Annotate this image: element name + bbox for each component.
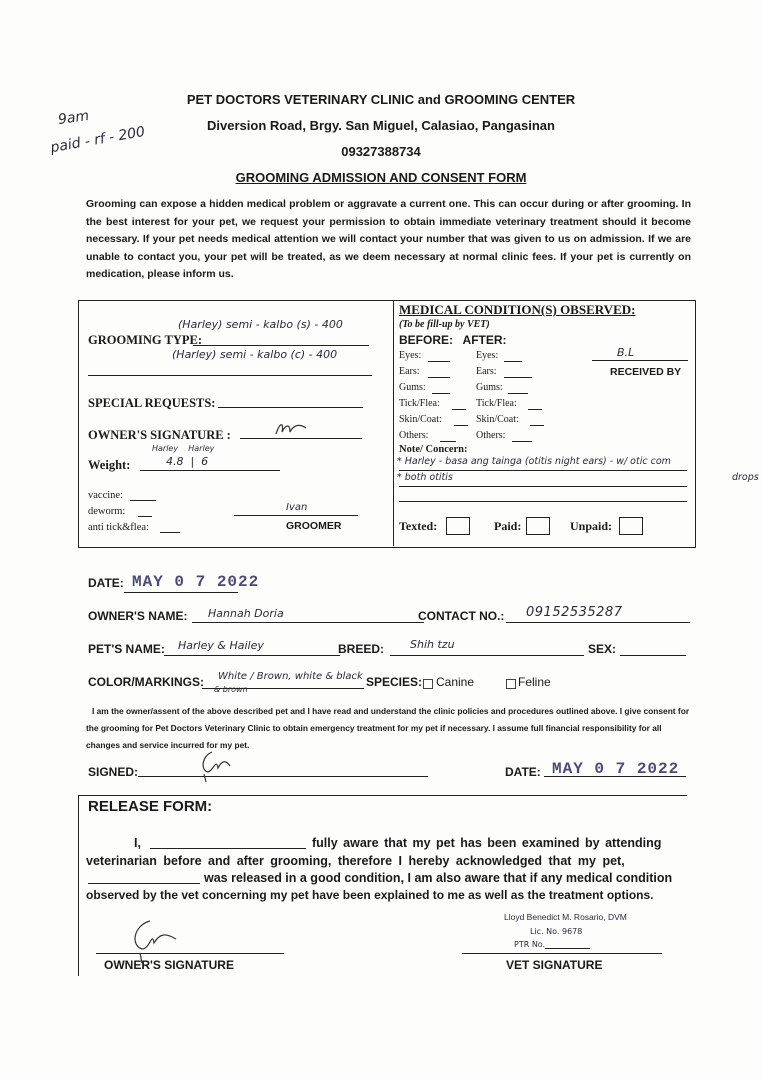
grooming-type-label: GROOMING TYPE:: [88, 333, 203, 347]
texted-checkbox[interactable]: [446, 517, 470, 535]
owner-name-label: OWNER'S NAME:: [88, 609, 188, 623]
release-line2: veterinarian before and after grooming, therefore I hereby acknowledged that my pet,: [86, 854, 625, 868]
signed-date-label: DATE:: [505, 765, 541, 779]
owner-signature-release-label: OWNER'S SIGNATURE: [104, 958, 234, 972]
species-label: SPECIES:: [366, 675, 423, 689]
release-line1-start: I,: [134, 836, 141, 850]
sex-label: SEX:: [588, 642, 617, 656]
pet-name-value: Harley & Hailey: [178, 639, 264, 652]
special-requests-label: SPECIAL REQUESTS:: [88, 396, 216, 410]
owner-name-value: Hannah Doria: [208, 607, 284, 620]
feline-label: Feline: [518, 675, 551, 689]
handwritten-note-time: 9am: [57, 107, 91, 129]
row-tick-after: Tick/Flea:: [476, 398, 517, 409]
vet-lic-stamp: Lic. No. 9678: [530, 927, 583, 936]
color-markings-value2: & brown: [214, 685, 248, 694]
paid-checkbox[interactable]: [526, 517, 550, 535]
vet-ptr-stamp: PTR No.: [514, 940, 546, 949]
contact-value: 09152535287: [526, 605, 623, 620]
groomer-name: Ivan: [286, 502, 308, 513]
note-line1: * Harley - basa ang tainga (otitis night ears) - w/ otic com: [397, 456, 671, 467]
release-owner-signature-scribble: [120, 915, 190, 963]
before-after-label: BEFORE: AFTER:: [399, 333, 507, 347]
row-others-before: Others:: [399, 430, 429, 441]
release-form-title: RELEASE FORM:: [88, 798, 213, 815]
breed-label: BREED:: [338, 642, 385, 656]
contact-label: CONTACT NO.:: [418, 609, 505, 623]
row-skin-after: Skin/Coat:: [476, 414, 519, 425]
release-line4: observed by the vet concerning my pet have been explained to me as well as the treatment options.: [86, 888, 654, 902]
medical-subtitle: (To be fill-up by VET): [399, 319, 490, 330]
weight-label: Weight:: [88, 458, 131, 472]
row-ears-after: Ears:: [476, 366, 497, 377]
row-tick-before: Tick/Flea:: [399, 398, 440, 409]
row-eyes-after: Eyes:: [476, 350, 499, 361]
color-markings-value: White / Brown, white & black: [218, 671, 363, 682]
texted-label: Texted:: [399, 519, 438, 533]
intro-paragraph: Grooming can expose a hidden medical problem or aggravate a current one. This can occur during or after grooming. In the best interest for your pet, we request your permission to obtain immediate veterinary treatment should it become necessary. If your pet needs medical attention we will contact your number that was given to us on admission. If we are unable to contact you, your pet will be treated, as we deem necessary at normal clinic fees. If your pet is currently on medication, please inform us.: [86, 198, 691, 280]
form-title: GROOMING ADMISSION AND CONSENT FORM: [235, 170, 527, 185]
row-eyes-before: Eyes:: [399, 350, 422, 361]
unpaid-label: Unpaid:: [570, 519, 613, 533]
handwritten-note-paid: paid - rf - 200: [49, 123, 147, 157]
medical-title: MEDICAL CONDITION(S) OBSERVED:: [399, 302, 636, 317]
vaccine-label: vaccine:: [88, 490, 123, 501]
weight-values: 4.8 | 6: [166, 455, 209, 468]
deworm-label: deworm:: [88, 506, 126, 517]
row-others-after: Others:: [476, 430, 506, 441]
color-markings-label: COLOR/MARKINGS:: [88, 675, 204, 689]
antitick-label: anti tick&flea:: [88, 522, 149, 533]
groomer-label: GROOMER: [286, 520, 342, 532]
row-skin-before: Skin/Coat:: [399, 414, 442, 425]
owner-signature-scribble: [272, 418, 312, 440]
signed-signature-scribble: [196, 748, 244, 784]
owner-signature-label: OWNER'S SIGNATURE :: [88, 428, 231, 442]
vet-signature-label: VET SIGNATURE: [506, 958, 603, 972]
vet-name-stamp: Lloyd Benedict M. Rosario, DVM: [504, 912, 627, 922]
signed-label: SIGNED:: [88, 765, 139, 779]
clinic-name: PET DOCTORS VETERINARY CLINIC and GROOMING CENTER: [186, 92, 576, 107]
received-by-initials: B.L: [617, 346, 635, 359]
release-line1-end: fully aware that my pet has been examined by attending: [312, 836, 662, 850]
paid-label: Paid:: [494, 519, 522, 533]
consent-paragraph: I am the owner/assent of the above described pet and I have read and understand the clinic policies and procedures outlined above. I give consent for the grooming for Pet Doctors Veterinary Clinic to obtain emergency treatment for my pet if necessary. I assume full financial responsibility for all changes and service incurred for my pet.: [86, 706, 690, 750]
box-divider: [393, 300, 394, 546]
clinic-phone: 09327388734: [341, 144, 421, 159]
note-overflow: drops: [732, 472, 759, 483]
unpaid-checkbox[interactable]: [619, 517, 643, 535]
row-gums-before: Gums:: [399, 382, 426, 393]
canine-label: Canine: [436, 675, 475, 689]
feline-checkbox[interactable]: [506, 679, 516, 689]
note-label: Note/ Concern:: [399, 444, 468, 455]
row-gums-after: Gums:: [476, 382, 503, 393]
weight-pet-names: Harley Harley: [152, 444, 215, 453]
date-label: DATE:: [88, 576, 124, 590]
canine-checkbox[interactable]: [423, 679, 433, 689]
signed-date-stamp: MAY 0 7 2022: [552, 760, 680, 778]
note-line2: * both otitis: [397, 472, 453, 483]
clinic-address: Diversion Road, Brgy. San Miguel, Calasiao, Pangasinan: [207, 118, 555, 133]
breed-value: Shih tzu: [410, 638, 455, 651]
row-ears-before: Ears:: [399, 366, 420, 377]
received-by-label: RECEIVED BY: [610, 366, 682, 378]
release-line3: was released in a good condition, I am also aware that if any medical condition: [204, 871, 673, 885]
grooming-line1: (Harley) semi - kalbo (s) - 400: [178, 318, 343, 331]
pet-name-label: PET'S NAME:: [88, 642, 165, 656]
date-stamp: MAY 0 7 2022: [132, 573, 260, 591]
grooming-line2: (Harley) semi - kalbo (c) - 400: [172, 348, 338, 361]
